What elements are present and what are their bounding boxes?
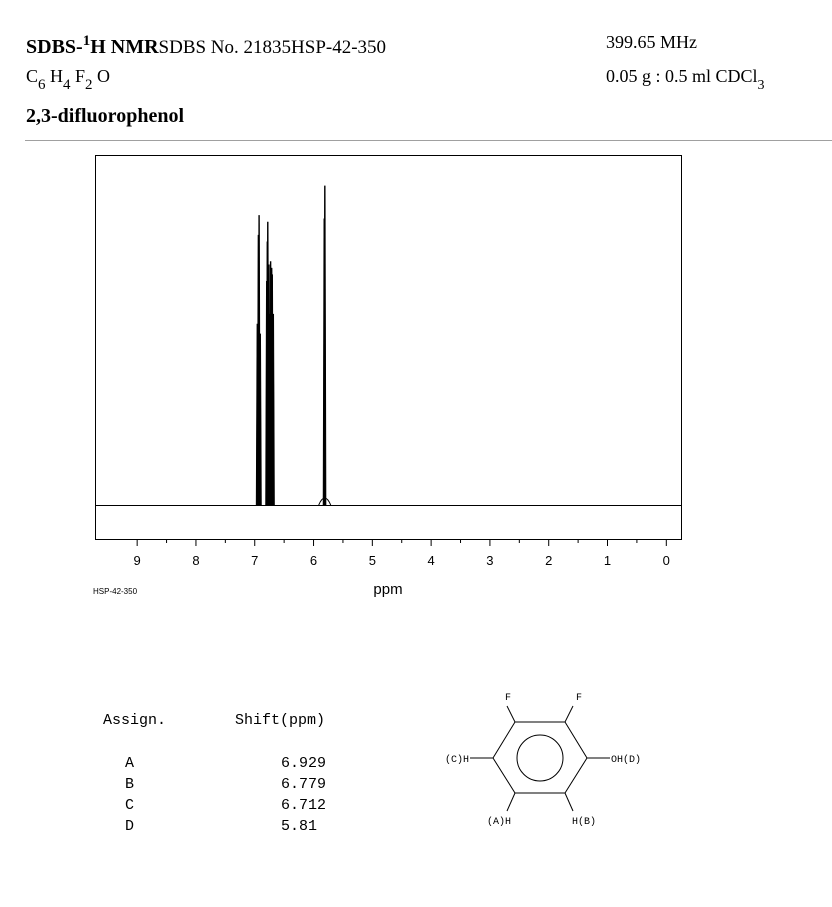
sample-text: 0.05 g : 0.5 ml CDCl	[606, 66, 758, 86]
assignment-label: B	[125, 776, 135, 793]
assignment-label: C	[125, 797, 135, 814]
formula-count: 6	[38, 77, 46, 93]
sdbs-number: SDBS No. 21835HSP-42-350	[158, 37, 387, 58]
formula-element: O	[97, 66, 111, 86]
assignment-shift: 5.81	[281, 818, 318, 835]
bond-f-right	[565, 706, 573, 722]
x-tick-label: 0	[662, 553, 670, 568]
x-tick-label: 6	[309, 553, 318, 568]
title-nucleus-mass: 1	[82, 33, 91, 49]
bond-a	[507, 793, 515, 811]
formula-element: C	[26, 66, 39, 86]
assign-column-header: Assign.	[103, 712, 167, 729]
x-tick-label: 2	[545, 553, 553, 568]
formula-element: F	[75, 66, 86, 86]
title-sdbs: SDBS-	[26, 36, 83, 58]
assignment-shift: 6.779	[281, 776, 327, 793]
substituent-c: (C)H	[444, 755, 469, 766]
substituent-f-right: F	[575, 693, 583, 704]
formula-element: H	[50, 66, 64, 86]
x-tick-label: 5	[368, 553, 376, 568]
formula-count: 2	[85, 77, 93, 93]
sample-subscript: 3	[757, 78, 765, 93]
spectrum-code: HSP-42-350	[93, 587, 138, 596]
benzene-ring	[493, 722, 587, 793]
title-nucleus: H NMR	[90, 36, 159, 58]
substituent-d: OH(D)	[611, 755, 642, 766]
assignment-shift: 6.929	[281, 755, 327, 772]
x-tick-label: 1	[603, 553, 612, 568]
x-tick-label: 9	[133, 553, 141, 568]
assignment-label: A	[125, 755, 135, 772]
substituent-b: H(B)	[572, 817, 597, 828]
bond-b	[565, 793, 573, 811]
formula-count: 4	[63, 77, 71, 93]
bond-f-left	[507, 706, 515, 722]
aromatic-circle	[517, 735, 563, 781]
spectrometer-frequency: 399.65 MHz	[606, 32, 697, 52]
substituent-f-left: F	[504, 693, 512, 704]
assignment-shift: 6.712	[281, 797, 327, 814]
assignment-label: D	[125, 818, 135, 835]
compound-name: 2,3-difluorophenol	[26, 105, 184, 127]
x-tick-label: 4	[427, 553, 435, 568]
substituent-a: (A)H	[486, 817, 511, 828]
x-tick-label: 3	[486, 553, 494, 568]
x-axis-label: ppm	[373, 581, 403, 598]
x-tick-label: 7	[251, 553, 259, 568]
x-tick-label: 8	[192, 553, 200, 568]
shift-column-header: Shift(ppm)	[235, 712, 326, 729]
